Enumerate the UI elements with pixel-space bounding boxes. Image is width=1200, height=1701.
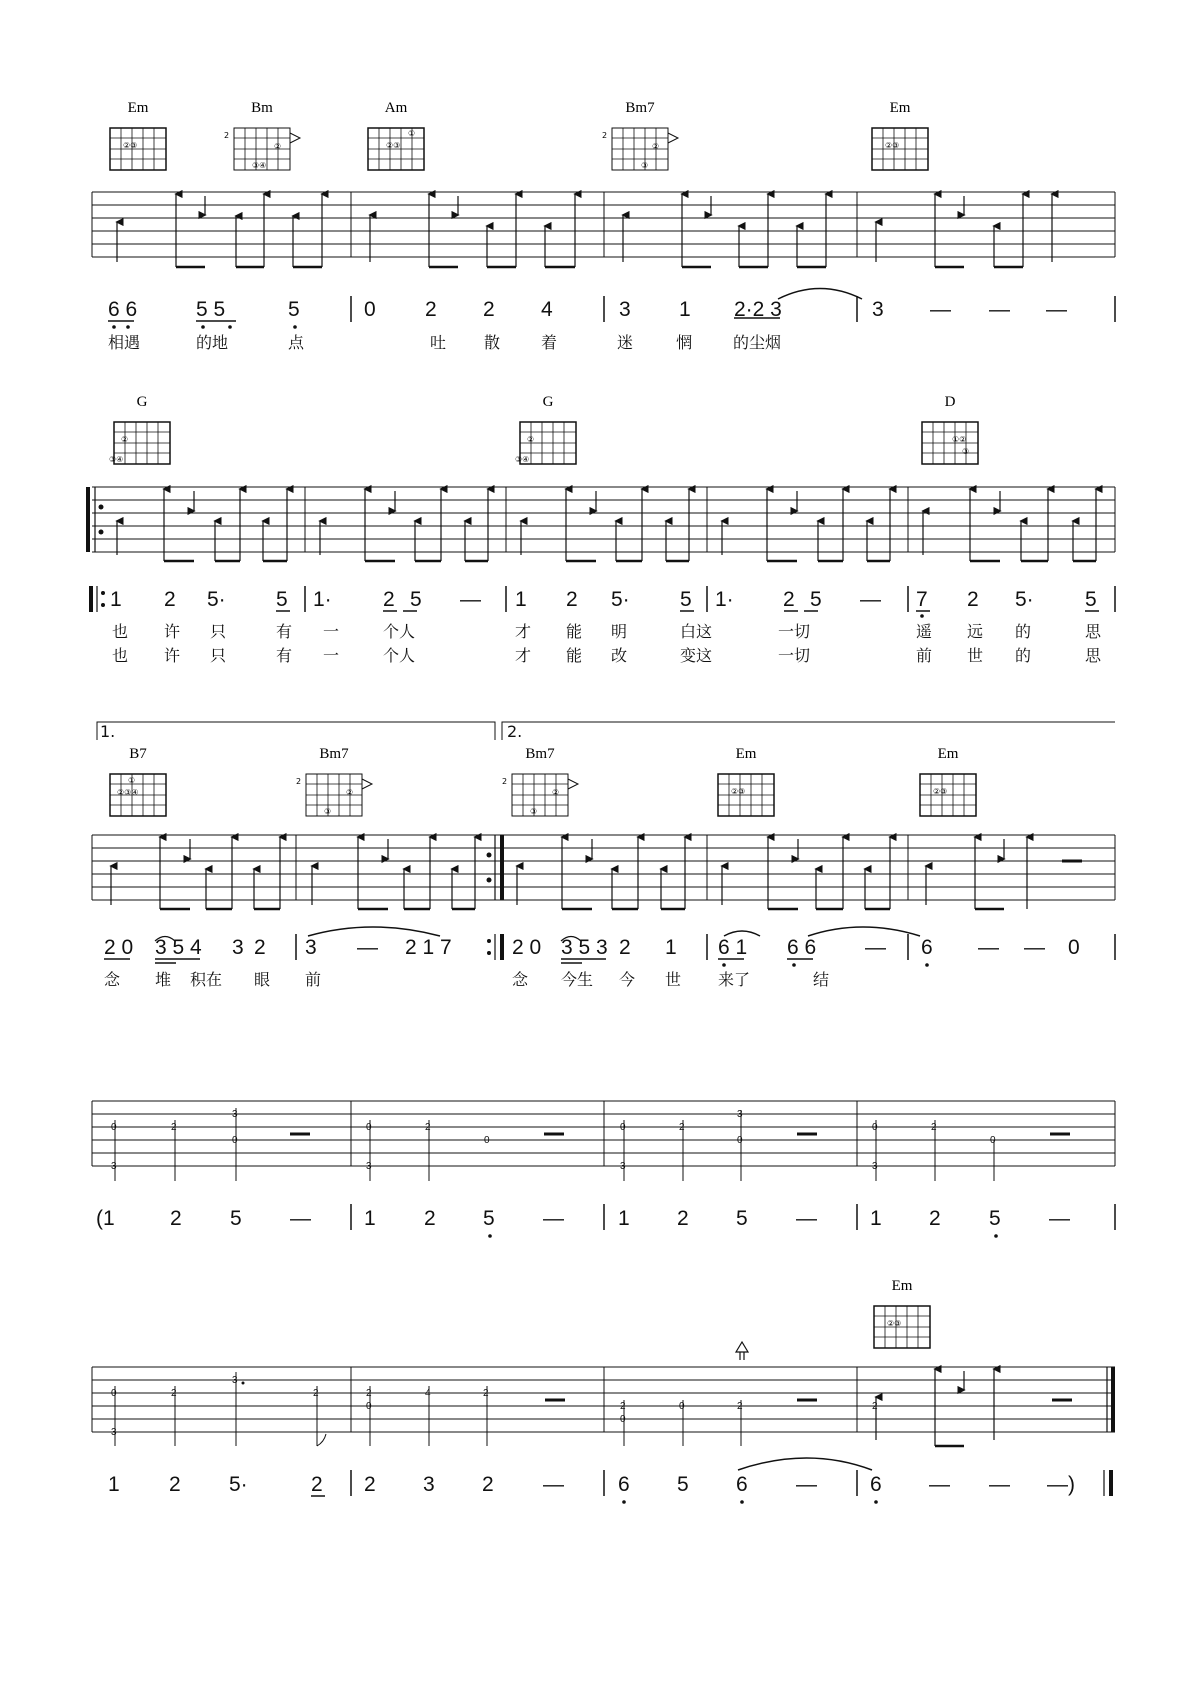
lyric: 许 [164, 646, 181, 665]
lyric: 前 [916, 646, 933, 665]
notation-note: 5 [989, 1207, 1001, 1230]
notation-note: — [1049, 1207, 1070, 1230]
fret-number: 3 [111, 1161, 117, 1172]
notation-note: 0 [364, 298, 376, 321]
fret-label: 2 [296, 777, 302, 786]
fret-number: 2 [366, 1388, 372, 1399]
chord-name: Em [891, 1278, 913, 1294]
notation-note: 6 1 [718, 936, 748, 959]
notation-note: — [930, 298, 951, 321]
lyric: 个人 [383, 646, 416, 665]
lyric: 许 [164, 622, 181, 641]
fret-number: 3 [232, 1375, 238, 1386]
lyric: 今生 [561, 970, 594, 989]
notation-note: 2 [164, 588, 176, 611]
fret-number: 4 [425, 1388, 431, 1399]
lyric: 改 [611, 646, 628, 665]
notation-note: 5 [736, 1207, 748, 1230]
lyric: 个人 [383, 622, 416, 641]
notation-note: 3 [305, 936, 317, 959]
notation-note: 5 [1085, 588, 1097, 611]
fret-number: 0 [366, 1401, 372, 1412]
lyric: 也 [112, 622, 129, 641]
fret-number: 0 [111, 1388, 117, 1399]
fret-label: 2 [502, 777, 508, 786]
chord-fingering: ②③ [386, 141, 401, 150]
notation-note: 2 [169, 1473, 181, 1496]
notation-note: 6 [921, 936, 933, 959]
notation-note: 3 [619, 298, 631, 321]
fret-number: 2 [313, 1388, 319, 1399]
chord-fingering: ②③ [731, 787, 746, 796]
lyric: 积在 [190, 970, 223, 989]
fret-number: 0 [737, 1135, 743, 1146]
fret-number: 0 [679, 1401, 685, 1412]
notation-note: 5 [410, 588, 422, 611]
fret-number: 0 [232, 1135, 238, 1146]
notation-note: —) [1047, 1473, 1075, 1496]
notation-note: 1 [679, 298, 691, 321]
notation-note: 3 [232, 936, 244, 959]
fret-number: 0 [990, 1135, 996, 1146]
notation-note: — [543, 1473, 564, 1496]
chord-name: Em [735, 746, 757, 762]
chord-fingering: ③ [530, 807, 538, 816]
notation-note: 6 [870, 1473, 882, 1496]
volta-2-label: 2. [507, 722, 523, 741]
notation-note: — [978, 936, 999, 959]
notation-note: 1 [108, 1473, 120, 1496]
chord-fingering: ③ [962, 447, 970, 456]
notation-note: 5 [810, 588, 822, 611]
lyric: 来了 [718, 970, 751, 989]
fret-number: 3 [737, 1109, 743, 1120]
lyric: 思 [1085, 646, 1102, 665]
fret-number: 2 [171, 1388, 177, 1399]
fret-number: 3 [620, 1161, 626, 1172]
notation-note: 2 [619, 936, 631, 959]
lyric: 堆 [155, 970, 172, 989]
lyric: 一 [323, 646, 340, 665]
fret-number: 2 [171, 1122, 177, 1133]
chord-fingering: ②③④ [117, 788, 139, 797]
lyric: 吐 [430, 333, 447, 352]
notation-note: 2 [424, 1207, 436, 1230]
chord-name: Em [937, 746, 959, 762]
lyric: 相遇 [108, 333, 141, 352]
notation-note: 1· [715, 588, 734, 611]
chord-name: Bm [251, 100, 273, 116]
notation-note: 4 [541, 298, 553, 321]
notation-note: 2 [566, 588, 578, 611]
notation-note: — [543, 1207, 564, 1230]
lyric: 明 [611, 622, 628, 641]
notation-note: 3 5 3 [561, 936, 608, 959]
fret-number: 3 [366, 1161, 372, 1172]
chord-fingering: ① [408, 129, 416, 138]
chord-fingering: ① [128, 776, 136, 785]
notation-note: 2 [170, 1207, 182, 1230]
notation-note: 2·2 3 [734, 298, 782, 321]
lyric: 远 [967, 622, 984, 641]
notation-note: 2 [483, 298, 495, 321]
lyric: 有 [276, 646, 293, 665]
lyric: 的 [1015, 622, 1032, 641]
notation-note: 2 [677, 1207, 689, 1230]
lyric: 的地 [196, 333, 229, 352]
notation-note: 1· [313, 588, 332, 611]
notation-note: (1 [96, 1207, 115, 1230]
notation-note: — [860, 588, 881, 611]
chord-fingering: ② [652, 142, 660, 151]
lyric: 的尘烟 [733, 333, 782, 352]
fret-number: 2 [872, 1401, 878, 1412]
notation-note: 1 [870, 1207, 882, 1230]
notation-note: 2 [482, 1473, 494, 1496]
notation-note: 2 0 [104, 936, 134, 959]
notation-note: — [290, 1207, 311, 1230]
fret-number: 2 [425, 1122, 431, 1133]
notation-note: 5 [288, 298, 300, 321]
notation-note: 1 [665, 936, 677, 959]
lyric: 世 [967, 646, 984, 665]
lyric: 的 [1015, 646, 1032, 665]
lyric: 结 [813, 970, 830, 989]
chord-fingering: ②③ [933, 787, 948, 796]
fret-number: 0 [620, 1122, 626, 1133]
notation-note: 5· [207, 588, 226, 611]
chord-fingering: ①② [952, 435, 967, 444]
notation-note: 1 [110, 588, 122, 611]
lyric: 念 [512, 970, 529, 989]
chord-name: B7 [129, 746, 147, 762]
lyric: 迷 [617, 333, 634, 352]
notation-note: 6 [618, 1473, 630, 1496]
lyric: 一 [323, 622, 340, 641]
notation-note: — [865, 936, 886, 959]
notation-note: — [929, 1473, 950, 1496]
notation-note: — [1046, 298, 1067, 321]
fret-number: 0 [111, 1122, 117, 1133]
notation-note: 5 [276, 588, 288, 611]
fret-number: 2 [620, 1401, 626, 1412]
notation-note: 5 [677, 1473, 689, 1496]
fret-number: 2 [679, 1122, 685, 1133]
notation-note: 1 [515, 588, 527, 611]
fret-number: 2 [483, 1388, 489, 1399]
notation-note: 6 6 [108, 298, 138, 321]
lyric: 散 [484, 333, 501, 352]
fret-number: 0 [484, 1135, 490, 1146]
notation-note: 2 [254, 936, 266, 959]
notation-note: 5· [1015, 588, 1034, 611]
notation-note: 2 0 [512, 936, 542, 959]
chord-fingering: ③④ [515, 455, 530, 464]
notation-note: 5 [680, 588, 692, 611]
lyric: 惘 [676, 333, 693, 352]
chord-fingering: ③④ [109, 455, 124, 464]
chord-name: G [542, 394, 554, 410]
fret-number: 0 [620, 1414, 626, 1425]
fret-number: 0 [366, 1122, 372, 1133]
notation-note: 3 [872, 298, 884, 321]
notation-note: — [796, 1207, 817, 1230]
chord-fingering: ②③ [887, 1319, 902, 1328]
lyric: 有 [276, 622, 293, 641]
chord-name: Am [384, 100, 408, 116]
lyric: 能 [566, 622, 583, 641]
fret-label: 2 [602, 131, 608, 140]
lyric: 前 [305, 970, 322, 989]
notation-note: — [796, 1473, 817, 1496]
volta-1-label: 1. [100, 722, 116, 741]
lyric: 念 [104, 970, 121, 989]
notation-note: 3 [423, 1473, 435, 1496]
notation-note: 3 5 4 [155, 936, 202, 959]
chord-name: Em [127, 100, 149, 116]
lyric: 世 [665, 970, 682, 989]
notation-note: — [460, 588, 481, 611]
notation-note: — [989, 298, 1010, 321]
chord-fingering: ②③ [885, 141, 900, 150]
chord-name: Em [889, 100, 911, 116]
chord-name: G [136, 394, 148, 410]
lyric: 也 [112, 646, 129, 665]
notation-note: 2 [364, 1473, 376, 1496]
notation-note: 5· [229, 1473, 248, 1496]
chord-name: Bm7 [625, 100, 655, 116]
notation-note: 2 1 7 [405, 936, 452, 959]
fret-label: 2 [224, 131, 230, 140]
chord-fingering: ② [552, 788, 560, 797]
fret-number: 0 [872, 1122, 878, 1133]
lyric: 白这 [680, 622, 713, 641]
lyric: 眼 [254, 970, 271, 989]
notation-note: 7 [916, 588, 928, 611]
lyric: 一切 [778, 646, 811, 665]
fret-number: 3 [111, 1427, 117, 1438]
notation-note: 2 [967, 588, 979, 611]
notation-note: — [1024, 936, 1045, 959]
notation-note: 6 6 [787, 936, 817, 959]
lyric: 着 [541, 333, 558, 352]
lyric: 才 [515, 646, 532, 665]
notation-note: 2 [425, 298, 437, 321]
chord-name: D [944, 394, 956, 410]
notation-note: 5 5 [196, 298, 226, 321]
notation-note: 5 [230, 1207, 242, 1230]
notation-note: 2 [929, 1207, 941, 1230]
lyric: 能 [566, 646, 583, 665]
lyric: 点 [288, 333, 305, 352]
lyric: 遥 [916, 622, 933, 641]
chord-fingering: ③④ [252, 161, 267, 170]
lyric: 变这 [680, 646, 713, 665]
chord-name: Bm7 [319, 746, 349, 762]
fret-number: 2 [931, 1122, 937, 1133]
lyric: 思 [1085, 622, 1102, 641]
chord-fingering: ③ [324, 807, 332, 816]
lyric: 一切 [778, 622, 811, 641]
lyrics [108, 333, 781, 352]
fret-number: 2 [737, 1401, 743, 1412]
fret-number: 3 [232, 1109, 238, 1120]
notation-note: 1 [618, 1207, 630, 1230]
notation-note: — [989, 1473, 1010, 1496]
chord-fingering: ② [274, 142, 282, 151]
notation-note: 5· [611, 588, 630, 611]
lyric: 今 [619, 970, 636, 989]
lyric: 才 [515, 622, 532, 641]
chord-fingering: ② [527, 435, 535, 444]
notation-note: 1 [364, 1207, 376, 1230]
fret-number: 3 [872, 1161, 878, 1172]
notation-note: 6 [736, 1473, 748, 1496]
notation-note: 0 [1068, 936, 1080, 959]
chord-fingering: ② [346, 788, 354, 797]
notation-note: 2 [311, 1473, 323, 1496]
lyric: 只 [210, 622, 227, 641]
notation-note: 2 [383, 588, 395, 611]
chord-fingering: ③ [641, 161, 649, 170]
chord-name: Bm7 [525, 746, 555, 762]
chord-fingering: ②③ [123, 141, 138, 150]
chord-fingering: ② [121, 435, 129, 444]
notation-note: — [357, 936, 378, 959]
notation-note: 5 [483, 1207, 495, 1230]
notation-note: 2 [783, 588, 795, 611]
lyric: 只 [210, 646, 227, 665]
